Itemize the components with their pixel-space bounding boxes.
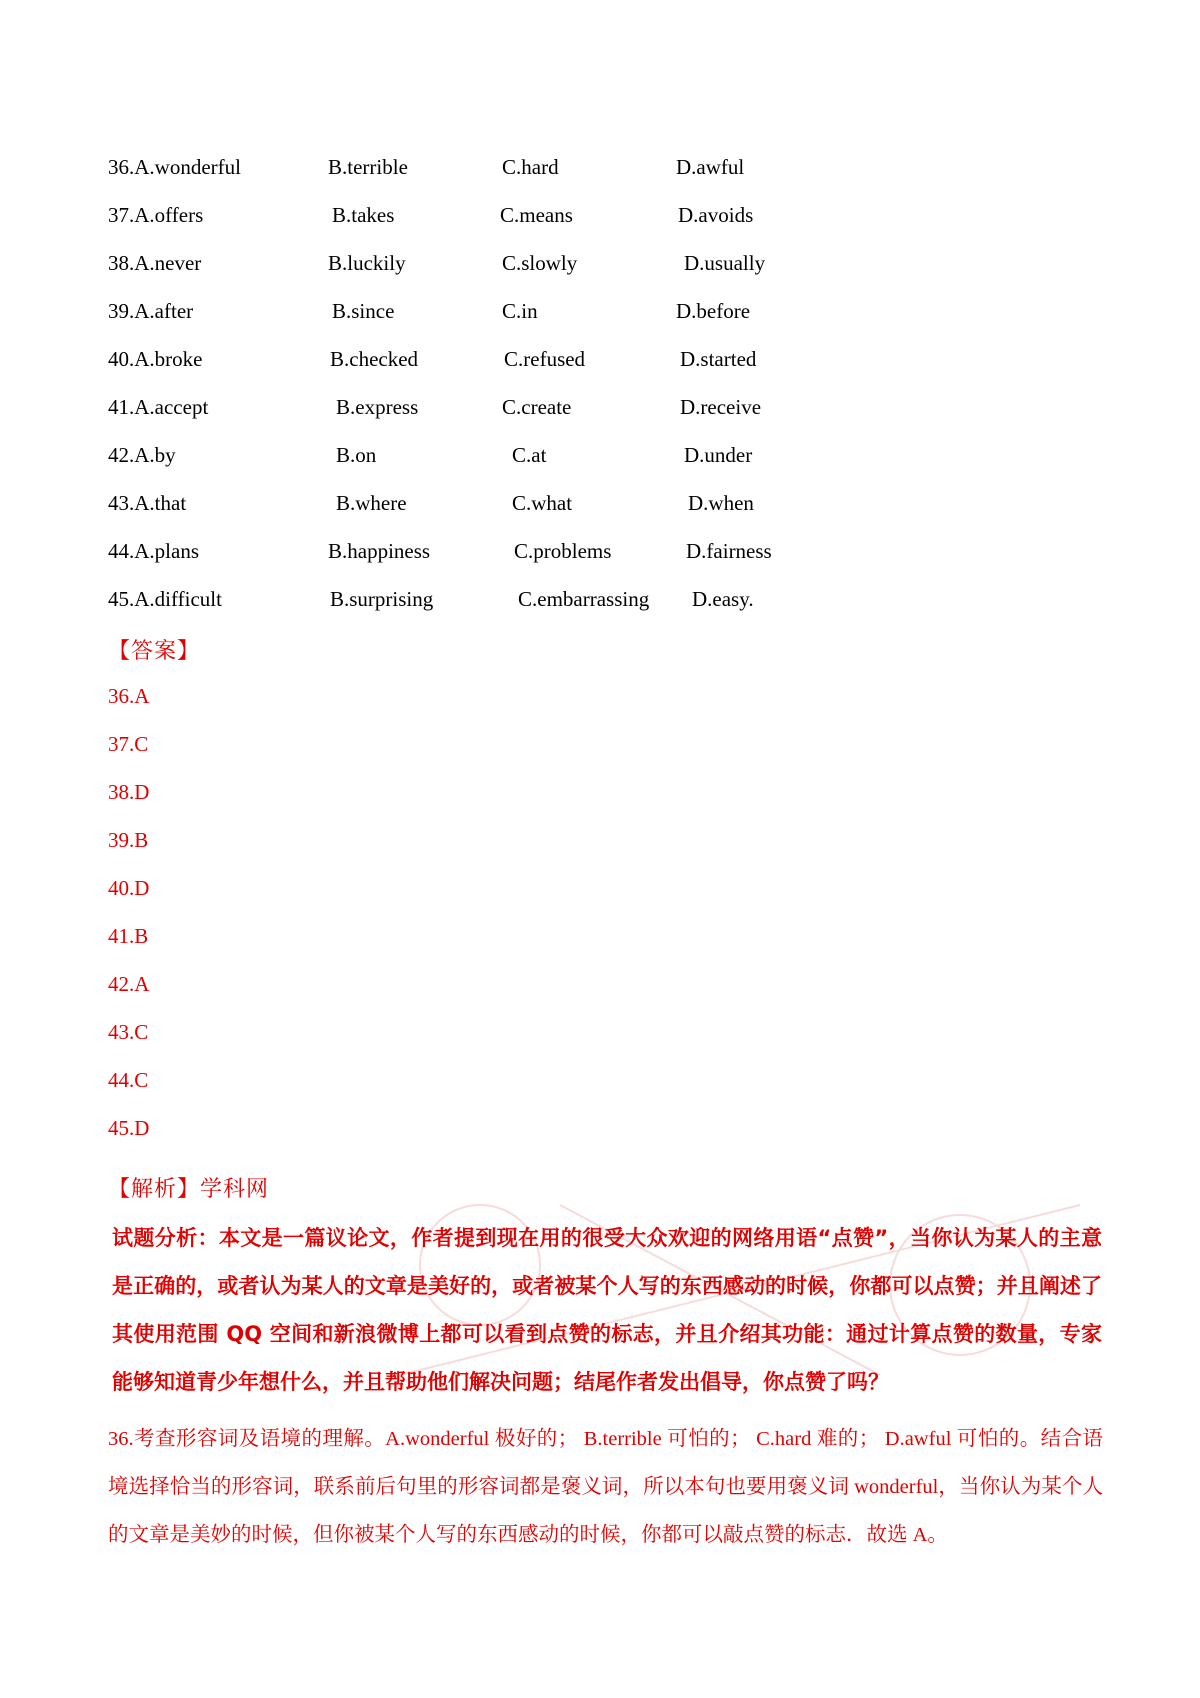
option-b: B.terrible [328, 155, 408, 179]
option-c: C.means [500, 203, 573, 227]
question-row [0, 587, 1200, 617]
answer-item: 40.D [108, 876, 150, 900]
option-b: B.takes [332, 203, 395, 227]
option-b: B.express [336, 395, 419, 419]
option-d: D.easy. [692, 587, 754, 611]
question-row [0, 443, 1200, 473]
option-d: D.started [680, 347, 757, 371]
answer-item: 36.A [108, 684, 150, 708]
option-a: 36.A.wonderful [108, 155, 241, 179]
option-c: C.create [502, 395, 572, 419]
answer-item: 45.D [108, 1116, 150, 1140]
question-row [0, 395, 1200, 425]
option-c: C.hard [502, 155, 559, 179]
option-a: 40.A.broke [108, 347, 203, 371]
option-a: 45.A.difficult [108, 587, 222, 611]
option-c: C.in [502, 299, 538, 323]
answer-item: 42.A [108, 972, 150, 996]
question-row [0, 299, 1200, 329]
option-d: D.awful [676, 155, 745, 179]
answer-item: 38.D [108, 780, 150, 804]
question-row [0, 491, 1200, 521]
option-c: C.at [512, 443, 547, 467]
answer-item: 39.B [108, 828, 149, 852]
option-a: 43.A.that [108, 491, 187, 515]
option-b: B.checked [330, 347, 419, 371]
option-b: B.on [336, 443, 377, 467]
option-a: 37.A.offers [108, 203, 204, 227]
answer-item: 44.C [108, 1068, 149, 1092]
option-b: B.since [332, 299, 395, 323]
answer-item: 37.C [108, 732, 149, 756]
option-d: D.when [688, 491, 754, 515]
option-c: C.what [512, 491, 573, 515]
option-a: 44.A.plans [108, 539, 199, 563]
option-a: 41.A.accept [108, 395, 209, 419]
question-row [0, 539, 1200, 569]
analysis-summary: 试题分析：本文是一篇议论文，作者提到现在用的很受大众欢迎的网络用语“点赞”，当你认为某人的主意是正确的，或者认为某人的文章是美好的，或者被某个人写的东西感动的时候，你都可以点赞；并且阐述了其使用范围 QQ 空间和新浪微博上都可以看到点赞的标志，并且介绍其功能：通过计算点赞的数量，专家能够知道青少年想什么，并且帮助他们解决问题；结尾作者发出倡导，你点赞了吗？ [112, 1226, 1102, 1394]
question-row [0, 203, 1200, 233]
option-a: 42.A.by [108, 443, 176, 467]
answer-item: 41.B [108, 924, 149, 948]
option-b: B.surprising [330, 587, 434, 611]
option-b: B.luckily [328, 251, 406, 275]
option-c: C.problems [514, 539, 612, 563]
question-row [0, 251, 1200, 281]
option-c: C.embarrassing [518, 587, 650, 611]
question-row [0, 155, 1200, 185]
answer-heading: 【答案】 [108, 639, 201, 664]
option-d: D.under [684, 443, 753, 467]
option-d: D.before [676, 299, 751, 323]
option-c: C.slowly [502, 251, 578, 275]
option-a: 39.A.after [108, 299, 194, 323]
option-b: B.happiness [328, 539, 431, 563]
option-d: D.fairness [686, 539, 772, 563]
option-d: D.receive [680, 395, 762, 419]
option-a: 38.A.never [108, 251, 202, 275]
answer-item: 43.C [108, 1020, 149, 1044]
analysis-detail: 36.考查形容词及语境的理解。A.wonderful 极好的； B.terrible 可怕的； C.hard 难的； D.awful 可怕的。结合语境选择恰当的形容词，联系前后句里的形容词都是褒义词，所以本句也要用褒义词 wonderful，当你认为某个人的文章是美妙的时候，但你被某个人写的东西感动的时候，你都可以敲点赞的标志．故选 A。 [108, 1428, 1103, 1546]
option-b: B.where [336, 491, 407, 515]
question-row [0, 347, 1200, 377]
option-d: D.usually [684, 251, 766, 275]
option-c: C.refused [504, 347, 586, 371]
option-d: D.avoids [678, 203, 754, 227]
analysis-heading: 【解析】学科网 [108, 1177, 270, 1202]
